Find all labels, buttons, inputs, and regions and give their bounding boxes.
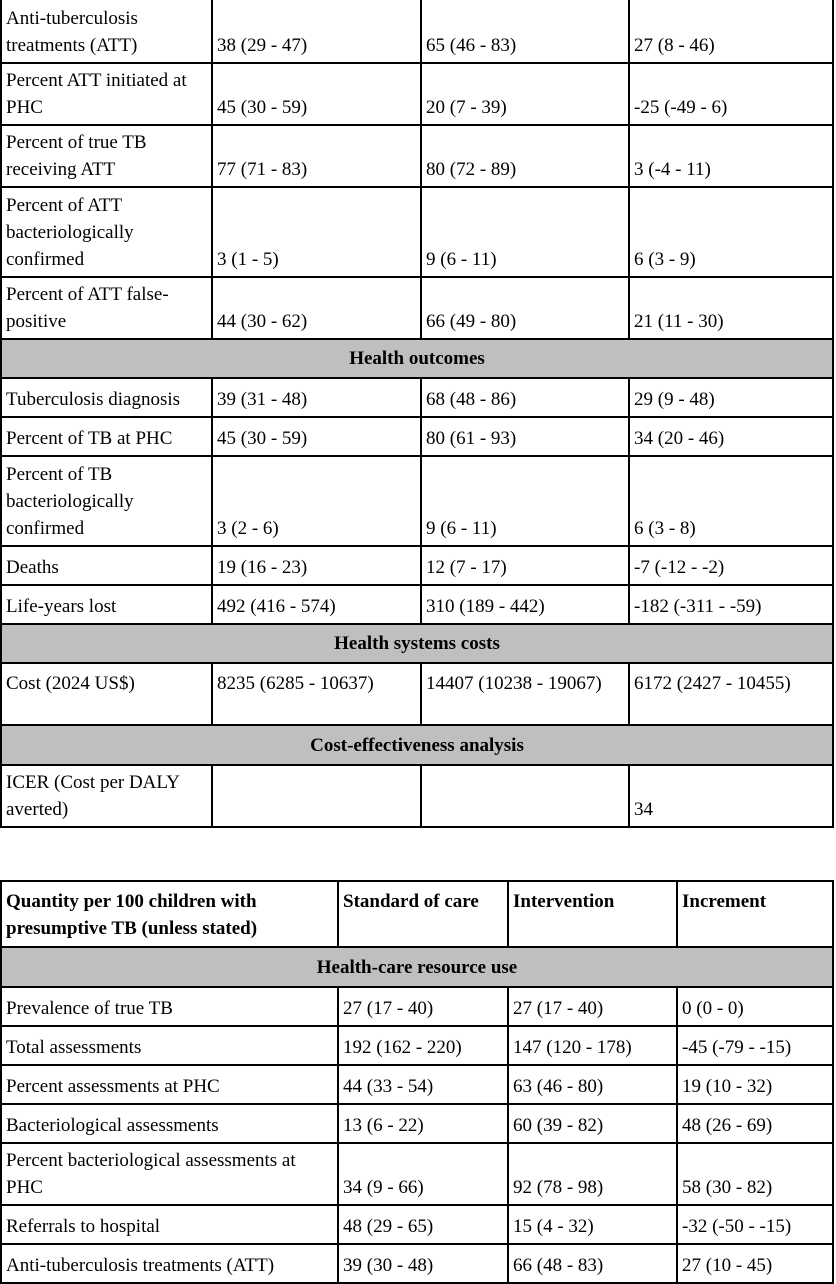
table-row — [1, 1026, 833, 1065]
row-label: Prevalence of true TB — [1, 987, 338, 1026]
table-row — [1, 546, 833, 585]
standard-of-care-value: 34 (9 - 66) — [338, 1143, 508, 1205]
row-label: Percent ATT initiated at PHC — [1, 63, 212, 125]
increment-value: 19 (10 - 32) — [677, 1065, 833, 1104]
section-row — [1, 624, 833, 663]
table-row — [1, 1104, 833, 1143]
table-row — [1, 378, 833, 417]
row-label: Deaths — [1, 546, 212, 585]
increment-value: 29 (9 - 48) — [629, 378, 833, 417]
table-row — [1, 585, 833, 624]
row-label: Referrals to hospital — [1, 1205, 338, 1244]
table-row — [1, 187, 833, 277]
intervention-value: 27 (17 - 40) — [508, 987, 677, 1026]
section-row — [1, 947, 833, 987]
row-label: Percent bacteriological assessments at PHC — [1, 1143, 338, 1205]
increment-value: -182 (-311 - -59) — [629, 585, 833, 624]
row-label: Bacteriological assessments — [1, 1104, 338, 1143]
intervention-value: 310 (189 - 442) — [421, 585, 629, 624]
table-row — [1, 277, 833, 339]
table-row — [1, 1065, 833, 1104]
table-row — [1, 417, 833, 456]
section-heading-health-systems-costs: Health systems costs — [1, 624, 833, 663]
intervention-value: 20 (7 - 39) — [421, 63, 629, 125]
row-label: Percent of ATT bacteriologically confirmed — [1, 187, 212, 277]
standard-of-care-value: 38 (29 - 47) — [212, 0, 421, 63]
increment-value: 0 (0 - 0) — [677, 987, 833, 1026]
standard-of-care-value: 44 (30 - 62) — [212, 277, 421, 339]
row-label: Percent of ATT false-positive — [1, 277, 212, 339]
increment-value: 34 — [629, 765, 833, 827]
row-label: Total assessments — [1, 1026, 338, 1065]
intervention-value: 80 (61 - 93) — [421, 417, 629, 456]
intervention-value: 9 (6 - 11) — [421, 187, 629, 277]
standard-of-care-value: 8235 (6285 - 10637) — [212, 663, 421, 725]
increment-value: -32 (-50 - -15) — [677, 1205, 833, 1244]
standard-of-care-value: 27 (17 - 40) — [338, 987, 508, 1026]
intervention-value: 92 (78 - 98) — [508, 1143, 677, 1205]
row-label: Percent assessments at PHC — [1, 1065, 338, 1104]
table-row — [1, 1205, 833, 1244]
standard-of-care-value: 492 (416 - 574) — [212, 585, 421, 624]
table-row — [1, 987, 833, 1026]
health-care-resource-table — [0, 880, 834, 1284]
standard-of-care-value: 13 (6 - 22) — [338, 1104, 508, 1143]
increment-value: -7 (-12 - -2) — [629, 546, 833, 585]
standard-of-care-value: 3 (1 - 5) — [212, 187, 421, 277]
column-header-increment: Increment — [677, 881, 833, 947]
table-row — [1, 63, 833, 125]
standard-of-care-value: 19 (16 - 23) — [212, 546, 421, 585]
table-row — [1, 0, 833, 63]
section-row — [1, 339, 833, 378]
intervention-value: 80 (72 - 89) — [421, 125, 629, 187]
increment-value: 27 (10 - 45) — [677, 1244, 833, 1283]
section-heading-health-outcomes: Health outcomes — [1, 339, 833, 378]
section-heading-health-care-resource-use: Health-care resource use — [1, 947, 833, 987]
intervention-value: 9 (6 - 11) — [421, 456, 629, 546]
row-label: Anti-tuberculosis treatments (ATT) — [1, 0, 212, 63]
increment-value: 21 (11 - 30) — [629, 277, 833, 339]
row-label: Life-years lost — [1, 585, 212, 624]
standard-of-care-value: 77 (71 - 83) — [212, 125, 421, 187]
intervention-value: 65 (46 - 83) — [421, 0, 629, 63]
section-row — [1, 725, 833, 765]
standard-of-care-value: 45 (30 - 59) — [212, 63, 421, 125]
column-header-quantity: Quantity per 100 children with presumptive TB (unless stated) — [1, 881, 338, 947]
table-row — [1, 456, 833, 546]
increment-value: 6172 (2427 - 10455) — [629, 663, 833, 725]
table-row — [1, 765, 833, 827]
increment-value: 6 (3 - 9) — [629, 187, 833, 277]
intervention-value: 15 (4 - 32) — [508, 1205, 677, 1244]
increment-value: -45 (-79 - -15) — [677, 1026, 833, 1065]
standard-of-care-value: 45 (30 - 59) — [212, 417, 421, 456]
intervention-value: 68 (48 - 86) — [421, 378, 629, 417]
increment-value: 58 (30 - 82) — [677, 1143, 833, 1205]
intervention-value: 60 (39 - 82) — [508, 1104, 677, 1143]
row-label: Percent of TB bacteriologically confirmed — [1, 456, 212, 546]
row-label: Percent of TB at PHC — [1, 417, 212, 456]
section-heading-cost-effectiveness: Cost-effectiveness analysis — [1, 725, 833, 765]
table-row — [1, 125, 833, 187]
standard-of-care-value: 44 (33 - 54) — [338, 1065, 508, 1104]
increment-value: 34 (20 - 46) — [629, 417, 833, 456]
standard-of-care-value: 192 (162 - 220) — [338, 1026, 508, 1065]
intervention-value: 12 (7 - 17) — [421, 546, 629, 585]
increment-value: 3 (-4 - 11) — [629, 125, 833, 187]
standard-of-care-value: 39 (30 - 48) — [338, 1244, 508, 1283]
standard-of-care-value — [212, 765, 421, 827]
row-label: Tuberculosis diagnosis — [1, 378, 212, 417]
standard-of-care-value: 3 (2 - 6) — [212, 456, 421, 546]
standard-of-care-value: 48 (29 - 65) — [338, 1205, 508, 1244]
row-label: Anti-tuberculosis treatments (ATT) — [1, 1244, 338, 1283]
increment-value: 27 (8 - 46) — [629, 0, 833, 63]
intervention-value: 66 (48 - 83) — [508, 1244, 677, 1283]
row-label: Percent of true TB receiving ATT — [1, 125, 212, 187]
table-row — [1, 1244, 833, 1283]
row-label: Cost (2024 US$) — [1, 663, 212, 725]
increment-value: -25 (-49 - 6) — [629, 63, 833, 125]
intervention-value: 14407 (10238 - 19067) — [421, 663, 629, 725]
increment-value: 6 (3 - 8) — [629, 456, 833, 546]
table-row — [1, 663, 833, 725]
intervention-value: 66 (49 - 80) — [421, 277, 629, 339]
increment-value: 48 (26 - 69) — [677, 1104, 833, 1143]
row-label: ICER (Cost per DALY averted) — [1, 765, 212, 827]
table-row — [1, 1143, 833, 1205]
column-header-intervention: Intervention — [508, 881, 677, 947]
column-header-standard-of-care: Standard of care — [338, 881, 508, 947]
intervention-value: 63 (46 - 80) — [508, 1065, 677, 1104]
intervention-value — [421, 765, 629, 827]
standard-of-care-value: 39 (31 - 48) — [212, 378, 421, 417]
intervention-value: 147 (120 - 178) — [508, 1026, 677, 1065]
header-row — [1, 881, 833, 947]
